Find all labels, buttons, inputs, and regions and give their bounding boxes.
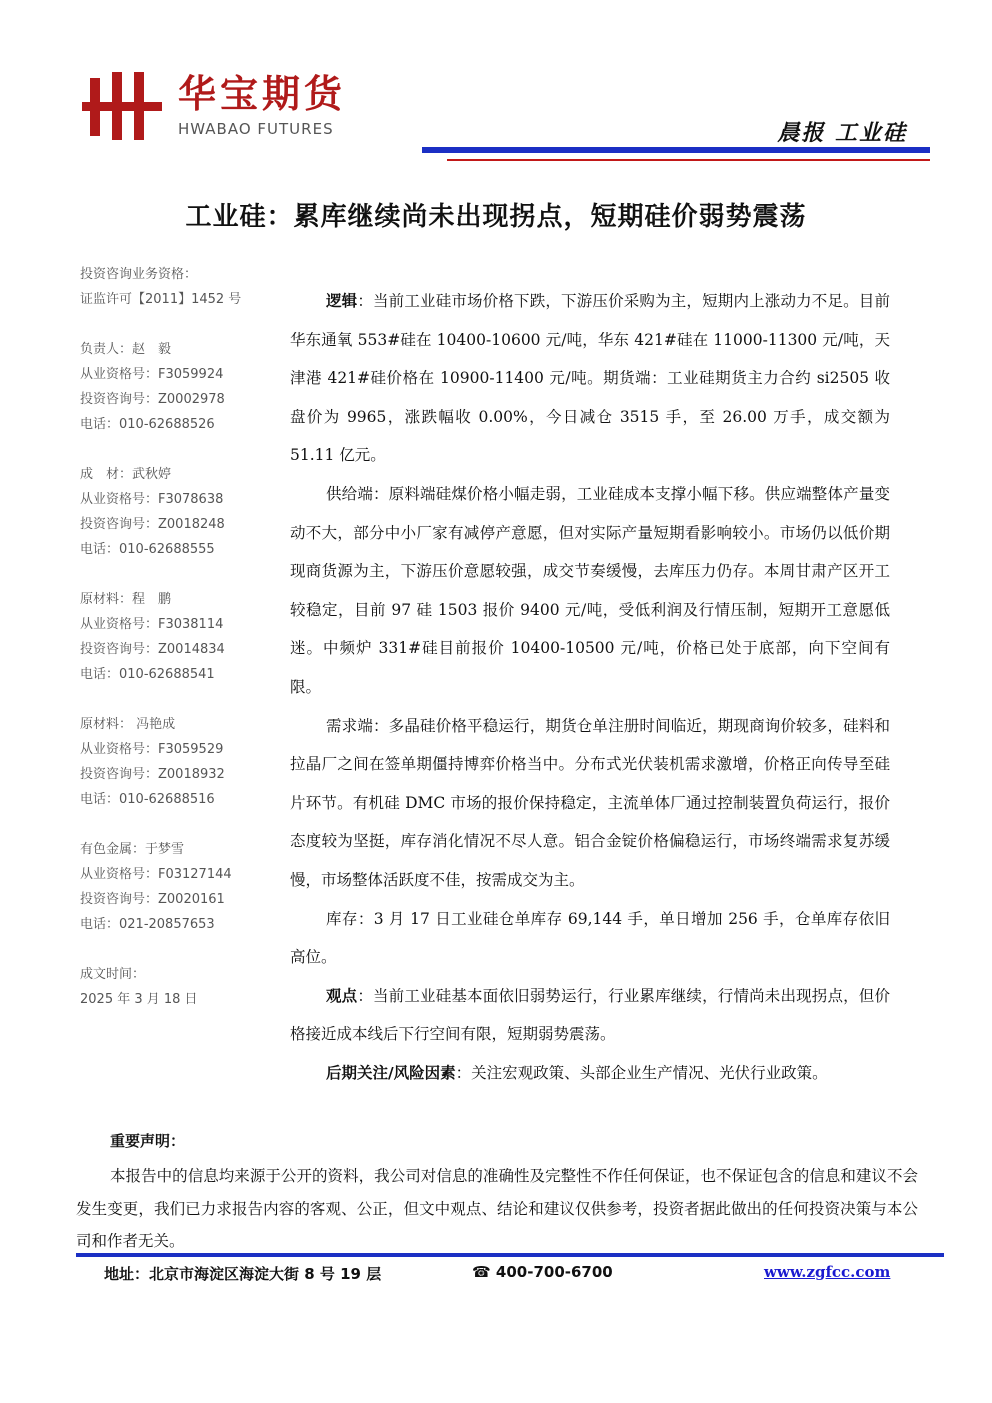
- hwabao-logo-icon: [82, 72, 162, 140]
- demand-paragraph: 需求端：多晶硅价格平稳运行，期货仓单注册时间临近，期现商询价较多，硅料和拉晶厂之间在签单期僵持博弈价格当中。分布式光伏装机需求激增，价格正向传导至硅片环节。有机硅 DMC 市场的报价保持稳定，主流单体厂通过控制装置负荷运行，报价态度较为坚挺，库存消化情况不尽人意。铝合金锭价格偏稳运行，市场终端需求复苏缓慢，市场整体活跃度不佳，按需成交为主。: [290, 716, 890, 889]
- analyst-license: 从业资格号：F3059924: [80, 367, 224, 382]
- logic-paragraph: [290, 282, 890, 475]
- logo-english-name: HWABAO FUTURES: [178, 120, 334, 138]
- analyst-block: [80, 466, 280, 566]
- qualification-label: 投资咨询业务资格：: [80, 267, 198, 282]
- analyst-role: 成 材：武秋婷: [80, 467, 172, 482]
- supply-paragraph: 供给端：原料端硅煤价格小幅走弱，工业硅成本支撑小幅下移。供应端整体产量变动不大，部分中小厂家有减停产意愿，但对实际产量短期看影响较小。市场仍以低价期现商货源为主，下游压价意愿较强，成交节奏缓慢，去库压力仍存。本周甘肃产区开工较稳定，目前 97 硅 1503 报价 9400 元/吨，受低利润及行情压制，短期开工意愿低迷。中频炉 331#硅目前报价 10400-10500 元/吨，价格已处于底部，向下空间有限。: [290, 484, 890, 696]
- analyst-role: 原材料： 冯艳成: [80, 717, 176, 732]
- qualification-value: 证监许可【2011】1452 号: [80, 292, 242, 307]
- analyst-license: 从业资格号：F03127144: [80, 867, 232, 882]
- analyst-block: [80, 841, 280, 941]
- analyst-advisory: 投资咨询号：Z0018248: [80, 517, 225, 532]
- analyst-license: 从业资格号：F3078638: [80, 492, 224, 507]
- analyst-role: 原材料：程 鹏: [80, 592, 172, 607]
- analyst-phone: 电话：010-62688516: [80, 792, 215, 807]
- analyst-role: 有色金属：于梦雪: [80, 842, 185, 857]
- analyst-phone: 电话：021-20857653: [80, 917, 215, 932]
- analyst-advisory: 投资咨询号：Z0018932: [80, 767, 225, 782]
- logic-text: ：当前工业硅市场价格下跌，下游压价采购为主，短期内上涨动力不足。目前华东通氧 553#硅在 10400-10600 元/吨，华东 421#硅在 11000-11300 元/吨，天津港 421#硅价格在 10900-11400 元/吨。期货端：工业硅期货主力合约 si2505 收盘价为 9965，涨跌幅收 0.00%，今日减仓 3515 手，至 26.00 万手，成交额为 51.11 亿元。: [290, 292, 890, 465]
- report-type-tag: 晨报 工业硅: [777, 120, 907, 146]
- logic-label: 逻辑: [326, 292, 358, 310]
- view-label: 观点: [326, 986, 358, 1005]
- inventory-paragraph: 库存：3 月 17 日工业硅仓单库存 69,144 手，单日增加 256 手，仓单库存依旧高位。: [290, 909, 890, 967]
- company-logo: [82, 72, 372, 142]
- analyst-phone: 电话：010-62688526: [80, 417, 215, 432]
- header-rule-blue: [422, 147, 930, 153]
- footer-website-link[interactable]: www.zgfcc.com: [764, 1263, 891, 1281]
- header-rule-red: [447, 159, 930, 161]
- risk-text: ：关注宏观政策、头部企业生产情况、光伏行业政策。: [455, 1063, 828, 1082]
- analyst-block: [80, 341, 280, 441]
- analyst-block: [80, 591, 280, 691]
- report-date-label: 成文时间：: [80, 967, 146, 982]
- footer-rule: [76, 1253, 944, 1257]
- analyst-advisory: 投资咨询号：Z0002978: [80, 392, 225, 407]
- report-body: [290, 282, 890, 1092]
- page-title: 工业硅：累库继续尚未出现拐点，短期硅价弱势震荡: [185, 202, 807, 232]
- analyst-license: 从业资格号：F3038114: [80, 617, 224, 632]
- risk-paragraph: [290, 1054, 890, 1093]
- footer-phone: ☎ 400-700-6700: [472, 1263, 613, 1281]
- report-date-value: 2025 年 3 月 18 日: [80, 992, 198, 1007]
- footer-address: 地址：北京市海淀区海淀大街 8 号 19 层: [104, 1265, 382, 1283]
- view-paragraph: [290, 977, 890, 1054]
- analyst-license: 从业资格号：F3059529: [80, 742, 224, 757]
- disclaimer-title: 重要声明：: [110, 1132, 186, 1150]
- analyst-phone: 电话：010-62688555: [80, 542, 215, 557]
- analyst-advisory: 投资咨询号：Z0020161: [80, 892, 225, 907]
- analyst-phone: 电话：010-62688541: [80, 667, 215, 682]
- analyst-role: 负责人：赵 毅: [80, 342, 172, 357]
- disclaimer-text: 本报告中的信息均来源于公开的资料，我公司对信息的准确性及完整性不作任何保证，也不保证包含的信息和建议不会发生变更，我们已力求报告内容的客观、公正，但文中观点、结论和建议仅供参考，投资者据此做出的任何投资决策与本公司和作者无关。: [76, 1167, 918, 1250]
- risk-label: 后期关注/风险因素: [326, 1063, 456, 1082]
- logo-chinese-name: 华宝期货: [178, 72, 347, 116]
- analyst-sidebar: [80, 266, 280, 1016]
- view-text: ：当前工业硅基本面依旧弱势运行，行业累库继续，行情尚未出现拐点，但价格接近成本线后下行空间有限，短期弱势震荡。: [290, 986, 890, 1044]
- analyst-advisory: 投资咨询号：Z0014834: [80, 642, 225, 657]
- analyst-block: [80, 716, 280, 816]
